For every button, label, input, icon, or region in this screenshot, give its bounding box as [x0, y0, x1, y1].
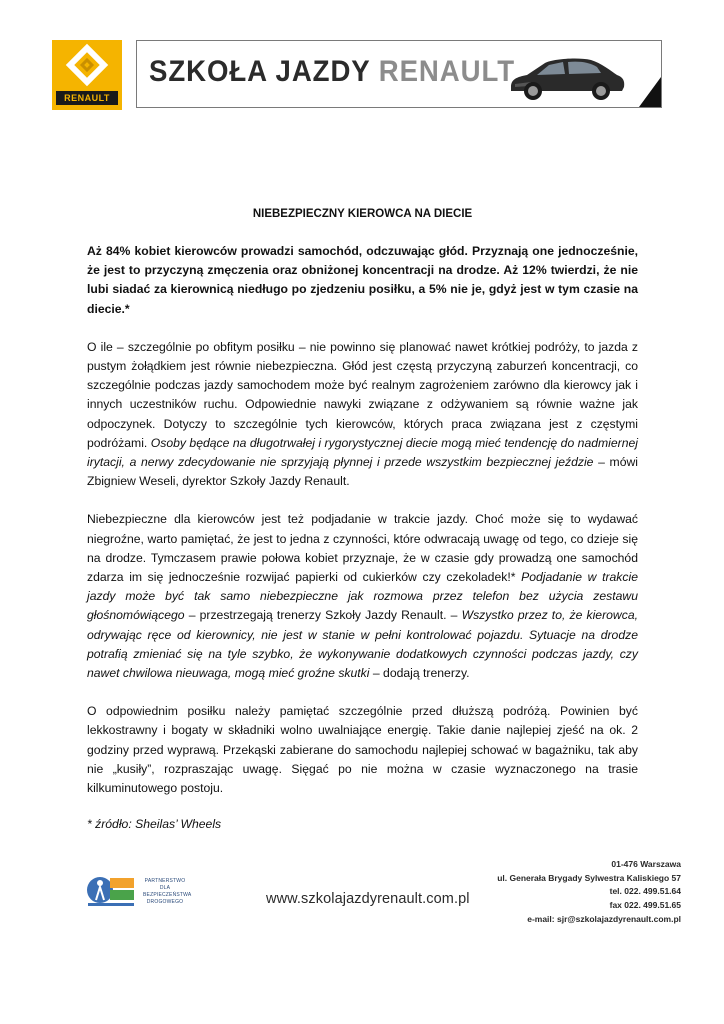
address-fax: fax 022. 499.51.65: [609, 900, 681, 911]
website-link[interactable]: www.szkolajazdyrenault.com.pl: [266, 891, 470, 907]
p1-text-c: – mówi Zbigniew Weseli, dyrektor Szkoły Jazdy Renault.: [87, 455, 638, 489]
banner-title-brand: RENAULT: [378, 55, 515, 88]
p2-text-c: – przestrzegają trenerzy Szkoły Jazdy Renault. –: [184, 608, 462, 623]
contact-address: [497, 858, 681, 927]
p2-text-e: – dodają trenerzy.: [369, 666, 470, 681]
partner-line-1: PARTNERSTWO: [144, 878, 186, 884]
partner-line-4: DROGOWEGO: [146, 899, 184, 905]
partner-line-3: BEZPIECZEŃSTWA: [143, 892, 192, 898]
banner-title-main: SZKOŁA JAZDY: [149, 55, 371, 88]
p2-quote-2: Wszystko przez to, że kierowca, odrywając ręce od kierownicy, nie jest w stanie w pełni kontrolować pojazdu. Sytuacje na drodze potrafią zmieniać się na tyle szybko, że wykonywanie dodatkowych czynności podczas jazdy, czy nawet chwilowa nieuwaga, mogą mieć groźne skutki: [87, 608, 638, 681]
address-street: ul. Generała Brygady Sylwestra Kaliskiego 57: [497, 872, 681, 883]
car-icon: [507, 51, 627, 103]
header-banner: [136, 40, 662, 108]
banner-corner: [639, 77, 661, 107]
p1-text-a: O ile – szczególnie po obfitym posiłku – nie powinno się planować nawet krótkiej podróży, to jazda z pustym żołądkiem jest równie niebezpieczna. Głód jest częstą przyczyną zaburzeń koncentracji, co szczególnie podczas jazdy samochodem może być realnym zagrożeniem zarówno dla kierowcy jak i innych uczestników ruchu. Odpowiednie nawyki związane z odżywaniem są równie ważne jak odpoczynek. Dotyczy to szczególnie tych kierowców, których praca związana jest z częstymi podróżami.: [87, 339, 638, 450]
p2-quote-1: Podjadanie w trakcie jazdy może być tak samo niebezpieczne jak rozmowa przez telefon bez użycia zestawu głośnomówiącego: [87, 570, 638, 623]
renault-logo: [52, 40, 122, 110]
partnership-text: [143, 878, 192, 906]
p2-text-a: Niebezpieczne dla kierowców jest też podjadanie w trakcie jazdy. Choć może się to wydawać niegroźne, warto pamiętać, że jest to jedna z czynności, które odwracają uwagę od tego, co dzieje się na drodze. Tymczasem prawie połowa kobiet przyznaje, że w czasie gdy prowadzą one samochód zdarza im się jednocześnie rozwijać papierki od cukierków czy czekoladek!*: [87, 512, 638, 585]
partnership-logo-icon: [86, 870, 138, 910]
renault-logo-text: RENAULT: [56, 91, 118, 105]
article-lead: Aż 84% kobiet kierowców prowadzi samochód, odczuwając głód. Przyznają one jednocześnie, że jest to przyczyną zmęczenia oraz obniżonej koncentracji na drodze. Aż 12% twierdzi, że nie lubi siadać za kierownicą niedługo po zjedzeniu posiłku, a 5% nie je, gdyż jest w tym czasie na diecie.*: [87, 244, 638, 316]
article-paragraph-3: O odpowiednim posiłku należy pamiętać szczególnie przed dłuższą podróżą. Powinien być lekkostrawny i bogaty w składniki wolno uwalniające energię. Takie danie najlepiej zjeść na ok. 2 godziny przed wyprawą. Przekąski zabierane do samochodu najlepiej schować w bagażniku, tak aby nie „kusiły”, rozpraszając uwagę. Sięgać po nie można w czasie wyznaczonego na trasie kilkuminutowego postoju.: [87, 704, 638, 796]
address-phone: tel. 022. 499.51.64: [609, 886, 681, 897]
p1-quote: Osoby będące na długotrwałej i rygorystycznej diecie mogą mieć tendencję do nadmiernej irytacji, a nerwy zdecydowanie nie sprzyjają płynnej i przede wszystkim bezpiecznej jeździe: [87, 435, 638, 470]
renault-diamond-icon: [66, 44, 108, 86]
article-paragraph-1: [87, 338, 638, 492]
article: [87, 208, 638, 831]
address-email[interactable]: e-mail: sjr@szkolajazdyrenault.com.pl: [527, 913, 681, 924]
article-paragraph-2: [87, 510, 638, 683]
article-source: * źródło: Sheilas’ Wheels: [87, 817, 222, 832]
partner-line-2: DLA: [159, 885, 171, 891]
address-city: 01-476 Warszawa: [611, 859, 681, 869]
banner-title: [149, 55, 515, 89]
article-title: NIEBEZPIECZNY KIEROWCA NA DIECIE: [252, 208, 473, 220]
